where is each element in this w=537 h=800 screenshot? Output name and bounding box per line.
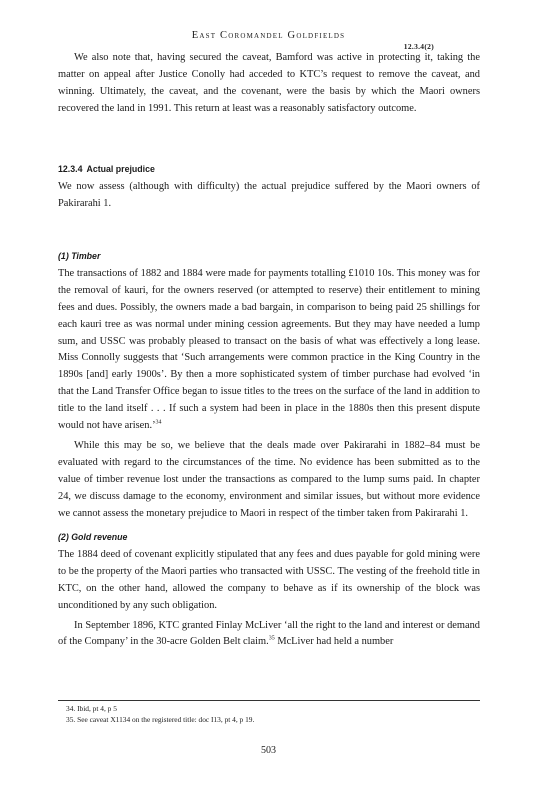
timber-subsection bbox=[58, 248, 480, 523]
gold-subsection bbox=[58, 529, 480, 651]
running-header: East Coromandel Goldfields bbox=[191, 30, 346, 41]
gold-paragraph-1: The 1884 deed of covenant explicitly stipulated that any fees and dues payable for gold mining were to be the property of the Maori parties who transacted with USSC. The vesting of the freehold title in KTC, on the other hand, allowed the company to behave as if its ownership of the block was unconditioned by any such obligation. bbox=[58, 548, 480, 611]
footnote-divider bbox=[58, 700, 480, 701]
timber-heading: (1) Timber bbox=[58, 251, 101, 261]
section-heading bbox=[58, 161, 480, 178]
section-actual-prejudice bbox=[58, 161, 480, 213]
footnote-ref-34: 34 bbox=[155, 419, 162, 426]
section-reference: 12.3.4(2) bbox=[403, 42, 434, 51]
gold-paragraph-2-text: In September 1896, KTC granted Finlay McLiver ‘all the right to the land and interest or demand of the Company’ in the 30-acre Golden Belt claim. bbox=[58, 619, 480, 648]
section-title: Actual prejudice bbox=[86, 164, 155, 174]
section-number: 12.3.4 bbox=[58, 164, 83, 174]
timber-paragraph-1 bbox=[58, 266, 480, 435]
paragraph-caveat-outcome: We also note that, having secured the caveat, Bamford was active in protecting it, taking the matter on appeal after Justice Conolly had acceded to KTC’s request to remove the caveat, and winning. Ultimately, the caveat, and the covenant, were the basis by which the Maori owners recovered the land in 1991. This return at least was a reasonably satisfactory outcome. bbox=[58, 52, 480, 114]
page-number: 503 bbox=[261, 745, 276, 756]
gold-paragraph-2-tail: McLiver had held a number bbox=[274, 636, 394, 648]
top-paragraph-block bbox=[58, 50, 480, 118]
footnote-ref-35: 35 bbox=[268, 635, 275, 642]
timber-paragraph-1-text: The transactions of 1882 and 1884 were made for payments totalling £1010 10s. This money was for the removal of kauri, for the owners reserved (or attempted to reserve) their entitlement to mining fees and dues. Possibly, the owners made a bad bargain, in comparison to being paid 25 shillings for each kauri tree as was normal under mining cession agreements. But they may have needed a lump sum, and USSC was probably pleased to transact on the basis of what was effectively a long lease. Miss Connolly suggests that ‘Such arrangements were common practice in the King Country in the 1890s [and] early 1900s’. By then a more sophisticated system of timber purchase had evolved ‘in that the Land Transfer Office began to issue titles to the trees on the surface of the land in addition to title to the land itself . . . If such a system had been in place in the 1880s then this present dispute would not have arisen.’ bbox=[58, 267, 480, 432]
footnote-35: 35. See caveat X1134 on the registered title: doc I13, pt 4, p 19. bbox=[66, 715, 255, 724]
footnotes bbox=[66, 703, 254, 725]
gold-paragraph-2 bbox=[58, 618, 480, 652]
footnote-34: 34. Ibid, pt 4, p 5 bbox=[66, 704, 117, 713]
section-intro: We now assess (although with difficulty) the actual prejudice suffered by the Maori owners of Pakirarahi 1. bbox=[58, 180, 480, 209]
gold-heading: (2) Gold revenue bbox=[58, 532, 128, 542]
timber-paragraph-2: While this may be so, we believe that the deals made over Pakirarahi in 1882–84 must be evaluated with regard to the circumstances of the time. No evidence has been submitted as to the value of timber revenue lost under the transactions as compared to the lump sums paid. In chapter 24, we discuss damage to the economy, environment and similar issues, but without more evidence we cannot assess the monetary prejudice to Maori in respect of the timber taken from Pakirarahi 1. bbox=[58, 439, 480, 519]
